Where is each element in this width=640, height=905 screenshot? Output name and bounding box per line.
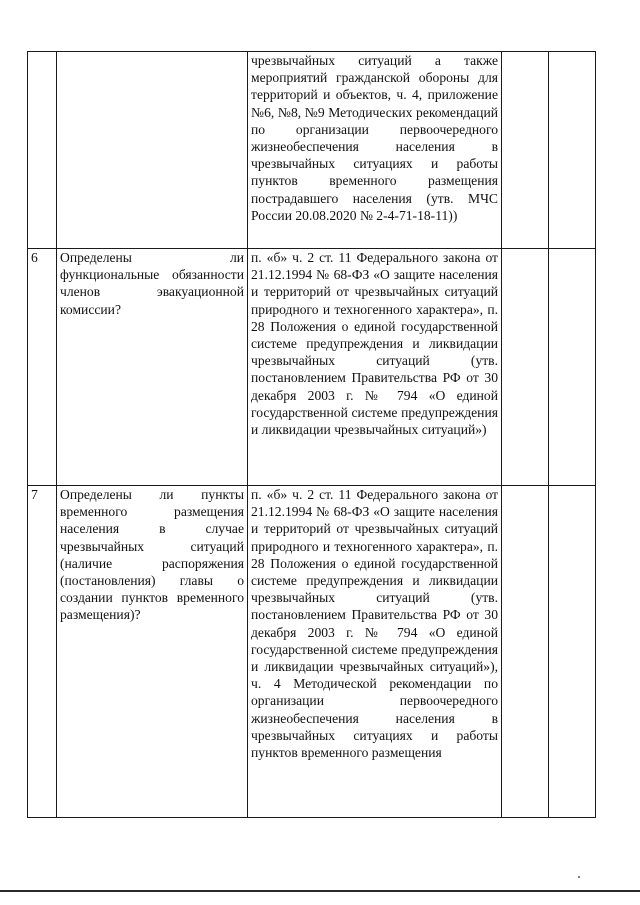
scan-speck: [578, 876, 580, 878]
answer-cell-no: [549, 249, 596, 486]
table-row: [28, 249, 596, 486]
checklist-table: [27, 51, 596, 818]
reference-cell: п. «б» ч. 2 ст. 11 Федерального закона от 21.12.1994 № 68-ФЗ «О защите населения и территорий от чрезвычайных ситуаций природного и техногенного характера», п. 28 Положения о единой государственной системе предупреждения и ликвидации чрезвычайных ситуаций (утв. постановлением Правительства РФ от 30 декабря 2003 г. № 794 «О единой государственной системе предупреждения и ликвидации чрезвычайных ситуаций»): [248, 249, 502, 486]
question-cell: Определены ли пункты временного размещения населения в случае чрезвычайных ситуаций (наличие распоряжения (постановления) главы о создании пунктов временного размещения)?: [57, 486, 248, 818]
answer-cell-no: [549, 52, 596, 249]
question-cell: Определены ли функциональные обязанности членов эвакуационной комиссии?: [57, 249, 248, 486]
answer-cell-yes: [502, 486, 549, 818]
reference-cell: чрезвычайных ситуаций а также мероприятий гражданской обороны для территорий и объектов, ч. 4, приложение №6, №8, №9 Методических рекомендаций по организации первоочередного жизнеобеспечения населения в чрезвычайных ситуациях и работы пунктов временного размещения пострадавшего населения (утв. МЧС России 20.08.2020 № 2-4-71-18-11)): [248, 52, 502, 249]
row-number: 6: [28, 249, 57, 486]
reference-cell: п. «б» ч. 2 ст. 11 Федерального закона от 21.12.1994 № 68-ФЗ «О защите населения и территорий от чрезвычайных ситуаций природного и техногенного характера», п. 28 Положения о единой государственной системе предупреждения и ликвидации чрезвычайных ситуаций (утв. постановлением Правительства РФ от 30 декабря 2003 г. № 794 «О единой государственной системе предупреждения и ликвидации чрезвычайных ситуаций»), ч. 4 Методической рекомендации по организации первоочередного жизнеобеспечения населения в чрезвычайных ситуациях и работы пунктов временного размещения: [248, 486, 502, 818]
table-row: [28, 52, 596, 249]
row-number: 7: [28, 486, 57, 818]
answer-cell-yes: [502, 52, 549, 249]
answer-cell-no: [549, 486, 596, 818]
scan-edge-line: [0, 890, 640, 892]
table-row: [28, 486, 596, 818]
answer-cell-yes: [502, 249, 549, 486]
row-number: [28, 52, 57, 249]
question-cell: [57, 52, 248, 249]
